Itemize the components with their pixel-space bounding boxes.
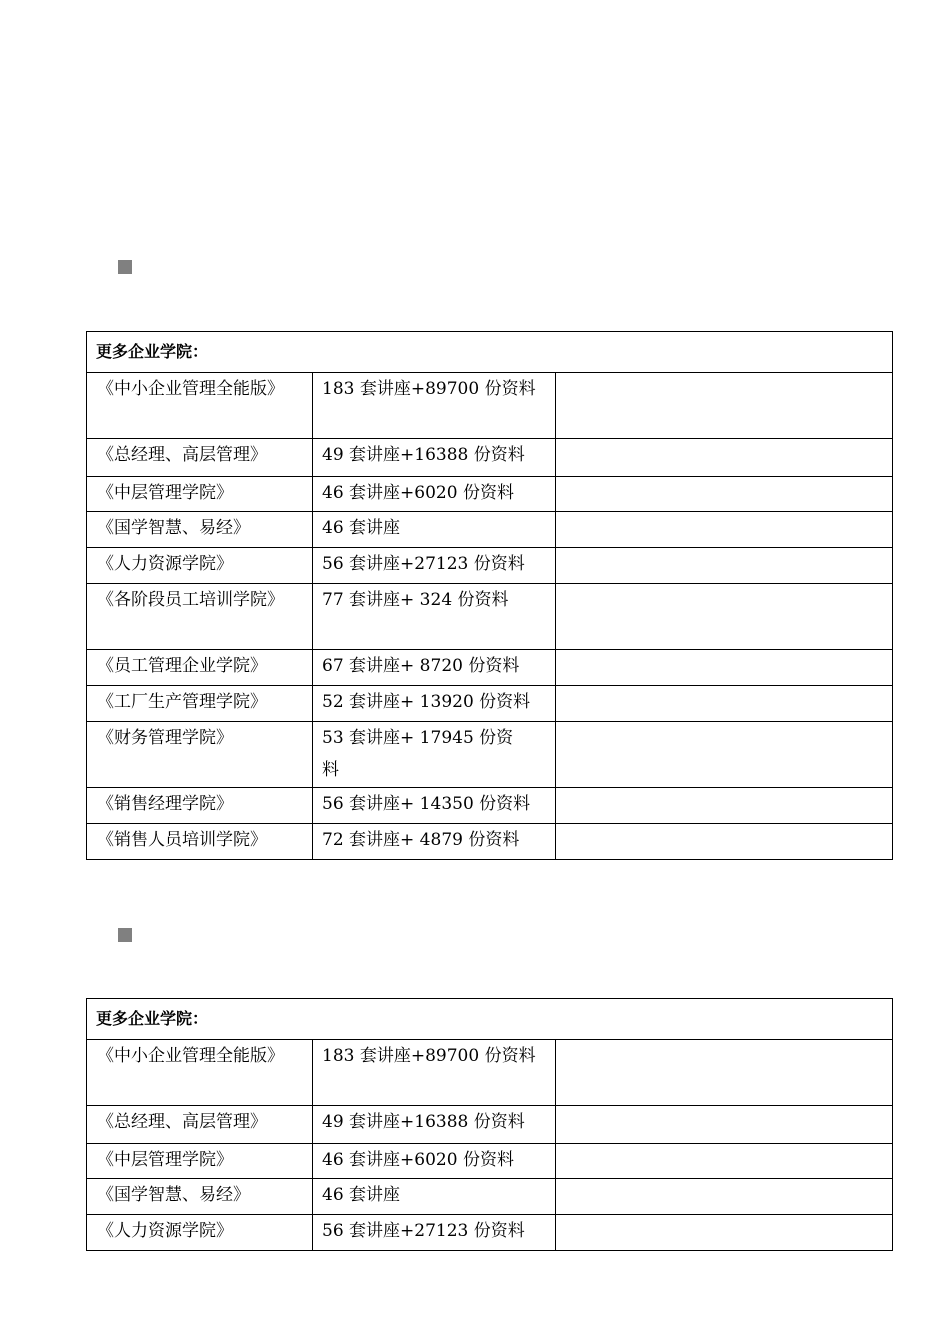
academy-extra [556, 512, 893, 548]
academy-detail: 56 套讲座+ 14350 份资料 [313, 788, 556, 824]
table-header: 更多企业学院： [87, 999, 893, 1040]
academy-detail: 46 套讲座 [313, 512, 556, 548]
academy-name: 《员工管理企业学院》 [87, 650, 313, 686]
academy-name: 《销售人员培训学院》 [87, 824, 313, 860]
academy-name: 《销售经理学院》 [87, 788, 313, 824]
square-bullet-icon [118, 928, 132, 942]
academy-detail: 46 套讲座+6020 份资料 [313, 477, 556, 512]
academy-name: 《中小企业管理全能版》 [87, 373, 313, 439]
academy-detail: 183 套讲座+89700 份资料 [313, 1040, 556, 1106]
academy-extra [556, 824, 893, 860]
academy-name: 《中层管理学院》 [87, 477, 313, 512]
academy-detail: 46 套讲座 [313, 1179, 556, 1215]
academy-extra [556, 650, 893, 686]
academy-detail: 53 套讲座+ 17945 份资料 [313, 722, 556, 788]
academy-extra [556, 1144, 893, 1179]
academy-extra [556, 584, 893, 650]
square-bullet-icon [118, 260, 132, 274]
academy-detail: 49 套讲座+16388 份资料 [313, 439, 556, 477]
academy-name: 《总经理、高层管理》 [87, 439, 313, 477]
academy-table [86, 998, 893, 1251]
academy-name: 《财务管理学院》 [87, 722, 313, 788]
academy-extra [556, 686, 893, 722]
table-header: 更多企业学院： [87, 332, 893, 373]
academy-extra [556, 722, 893, 788]
academy-detail: 183 套讲座+89700 份资料 [313, 373, 556, 439]
academy-extra [556, 548, 893, 584]
academy-name: 《人力资源学院》 [87, 1215, 313, 1251]
academy-detail: 56 套讲座+27123 份资料 [313, 548, 556, 584]
academy-detail: 56 套讲座+27123 份资料 [313, 1215, 556, 1251]
academy-detail: 46 套讲座+6020 份资料 [313, 1144, 556, 1179]
academy-detail: 77 套讲座+ 324 份资料 [313, 584, 556, 650]
academy-extra [556, 477, 893, 512]
academy-detail: 67 套讲座+ 8720 份资料 [313, 650, 556, 686]
academy-detail: 72 套讲座+ 4879 份资料 [313, 824, 556, 860]
academy-name: 《国学智慧、易经》 [87, 1179, 313, 1215]
academy-extra [556, 1215, 893, 1251]
academy-detail: 49 套讲座+16388 份资料 [313, 1106, 556, 1144]
academy-name: 《中层管理学院》 [87, 1144, 313, 1179]
academy-name: 《各阶段员工培训学院》 [87, 584, 313, 650]
academy-extra [556, 1106, 893, 1144]
academy-name: 《人力资源学院》 [87, 548, 313, 584]
academy-extra [556, 373, 893, 439]
academy-table [86, 331, 893, 860]
academy-name: 《国学智慧、易经》 [87, 512, 313, 548]
academy-name: 《工厂生产管理学院》 [87, 686, 313, 722]
academy-extra [556, 439, 893, 477]
academy-detail: 52 套讲座+ 13920 份资料 [313, 686, 556, 722]
academy-extra [556, 788, 893, 824]
academy-extra [556, 1179, 893, 1215]
academy-name: 《总经理、高层管理》 [87, 1106, 313, 1144]
academy-extra [556, 1040, 893, 1106]
academy-name: 《中小企业管理全能版》 [87, 1040, 313, 1106]
